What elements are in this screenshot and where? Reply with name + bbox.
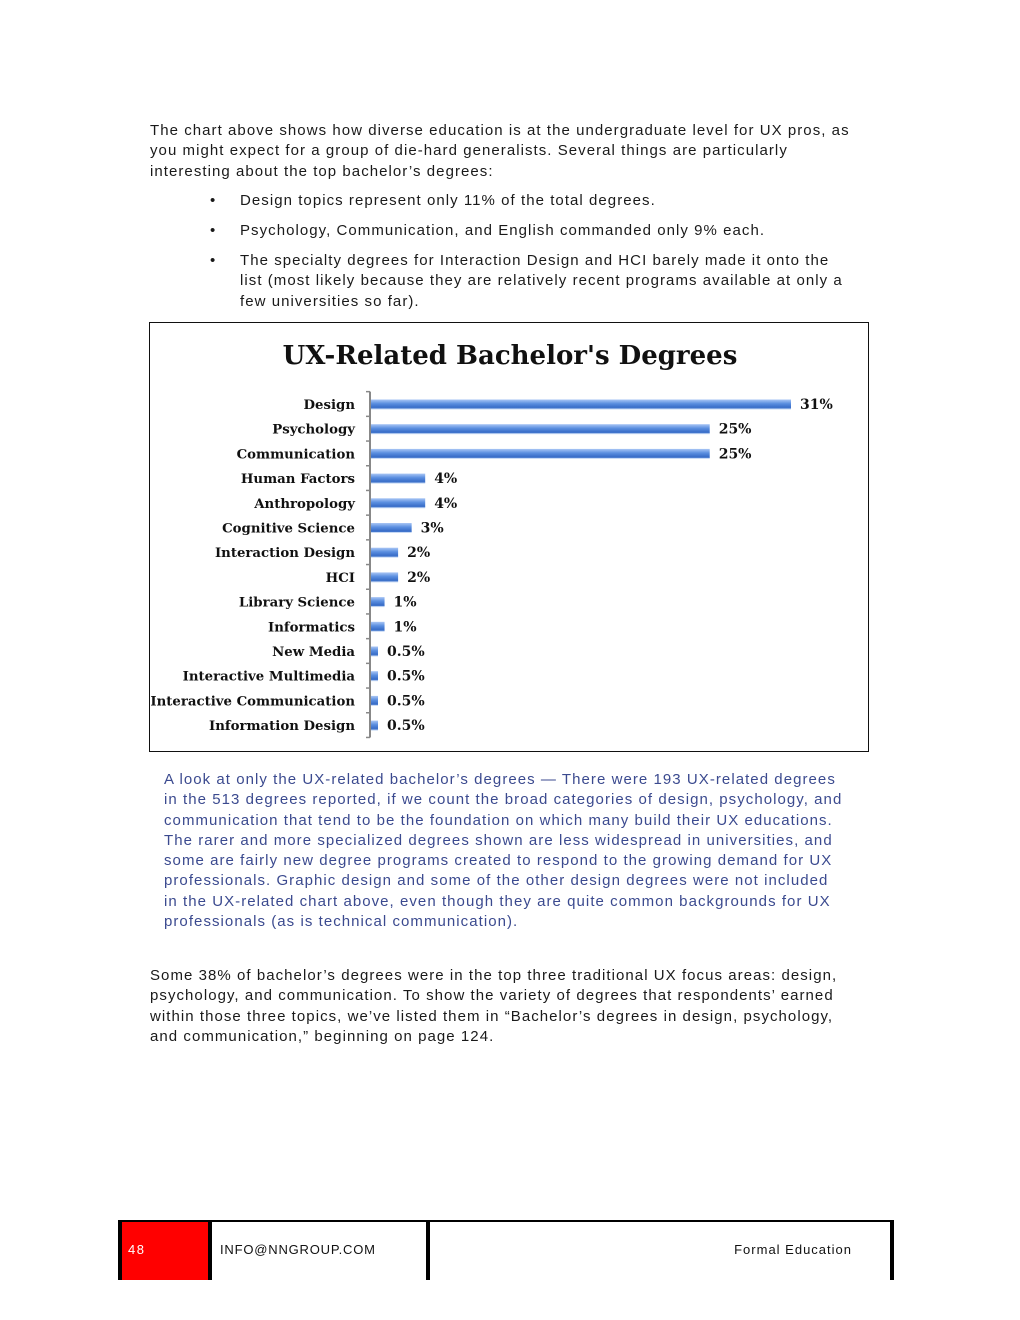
bullet-text: The specialty degrees for Interaction Design and HCI barely made it onto the list (most likely because they are relatively recent programs available at only a few universities so far).: [240, 251, 843, 310]
bullet-list: [150, 191, 850, 322]
value-label: 4%: [434, 495, 458, 512]
bar-shadow: [371, 482, 425, 484]
category-label: Communication: [236, 447, 355, 463]
bar-shadow: [371, 432, 710, 434]
closing-paragraph: Some 38% of bachelor’s degrees were in the top three traditional UX focus areas: design, psychology, and communication. To show the variety of degrees that respondents’ earned within those three topics, we’ve listed them in “Bachelor’s degrees in design, psychology, and communication,” beginning on page 124.: [150, 967, 838, 1045]
bar: [371, 622, 385, 631]
bar: [371, 474, 425, 483]
bar: [371, 424, 710, 433]
value-label: 25%: [718, 446, 752, 463]
value-label: 3%: [420, 520, 444, 537]
chart-frame: [149, 322, 869, 752]
value-label: 0.5%: [387, 644, 425, 660]
bar-shadow: [371, 655, 378, 657]
category-label: Library Science: [238, 595, 355, 611]
category-label: HCI: [325, 570, 355, 586]
footer-section-title: Formal Education: [734, 1242, 852, 1257]
value-label: 1%: [393, 619, 417, 636]
category-label: New Media: [272, 645, 355, 660]
category-label: Interaction Design: [214, 546, 355, 562]
category-label: Anthropology: [254, 496, 355, 512]
bullet-icon: •: [210, 251, 217, 269]
value-label: 2%: [407, 569, 431, 586]
category-label: Cognitive Science: [222, 521, 355, 537]
category-label: Psychology: [272, 422, 355, 438]
value-label: 2%: [407, 545, 431, 562]
value-label: 4%: [434, 471, 458, 488]
page-number: 48: [128, 1242, 146, 1257]
bar-shadow: [371, 408, 791, 410]
bullet-item: [150, 191, 850, 211]
bar-shadow: [371, 630, 385, 632]
bullet-icon: •: [210, 221, 217, 239]
category-label: Interactive Multimedia: [182, 669, 355, 685]
category-label: Design: [303, 398, 355, 413]
bar: [371, 572, 398, 581]
bar: [371, 523, 412, 532]
bar-shadow: [371, 506, 425, 508]
bar: [371, 647, 378, 656]
bar-shadow: [371, 580, 398, 582]
footer-rule: [118, 1220, 894, 1222]
page-footer: [118, 1220, 894, 1280]
category-label: Human Factors: [240, 472, 355, 488]
category-label: Interactive Communication: [150, 694, 355, 710]
value-label: 0.5%: [387, 668, 425, 685]
bar: [371, 671, 378, 680]
bar: [371, 548, 398, 557]
bar: [371, 696, 378, 705]
bullet-item: [150, 251, 850, 312]
bar: [371, 597, 385, 606]
value-label: 0.5%: [387, 693, 425, 710]
bullet-item: [150, 221, 850, 241]
bar: [371, 498, 425, 507]
bar: [371, 449, 710, 458]
value-label: 31%: [800, 397, 833, 413]
bar: [371, 400, 791, 409]
footer-email[interactable]: INFO@NNGROUP.COM: [220, 1242, 376, 1257]
category-label: Informatics: [268, 620, 355, 636]
bar: [371, 721, 378, 730]
chart-caption: A look at only the UX-related bachelor’s degrees — There were 193 UX-related degrees in the 513 degrees reported, if we count the broad categories of design, psychology, and communication that tend to be the foundation on which many build their UX educations. The rarer and more specialized degrees shown are less widespread in universities, and some are fairly new degree programs created to respond to the growing demand for UX professionals. Graphic design and some of the other design degrees were not included in the UX-related chart above, even though they are quite common backgrounds for UX professionals (as is technical communication).: [164, 771, 843, 931]
bullet-icon: •: [210, 192, 217, 209]
bar-shadow: [371, 704, 378, 706]
bar-shadow: [371, 556, 398, 558]
bar-shadow: [371, 679, 378, 681]
category-label: Information Design: [208, 719, 355, 735]
value-label: 0.5%: [387, 718, 425, 735]
bullet-text: Design topics represent only 11% of the total degrees.: [240, 192, 656, 209]
bullet-text: Psychology, Communication, and English commanded only 9% each.: [240, 221, 766, 239]
value-label: 1%: [393, 594, 417, 611]
footer-divider: [208, 1220, 212, 1280]
value-label: 25%: [718, 421, 752, 438]
bar-shadow: [371, 729, 378, 731]
bar-shadow: [371, 531, 412, 533]
bar-chart: [150, 323, 870, 753]
footer-divider: [118, 1220, 122, 1280]
footer-divider: [890, 1220, 894, 1280]
bar-shadow: [371, 605, 385, 607]
intro-paragraph: The chart above shows how diverse education is at the undergraduate level for UX pros, as you might expect for a group of die-hard generalists. Several things are particularly interesting about the top bachelor’s degrees:: [150, 122, 850, 180]
footer-divider: [426, 1220, 430, 1280]
bar-shadow: [371, 457, 710, 459]
chart-title: UX-Related Bachelor's Degrees: [282, 341, 738, 371]
